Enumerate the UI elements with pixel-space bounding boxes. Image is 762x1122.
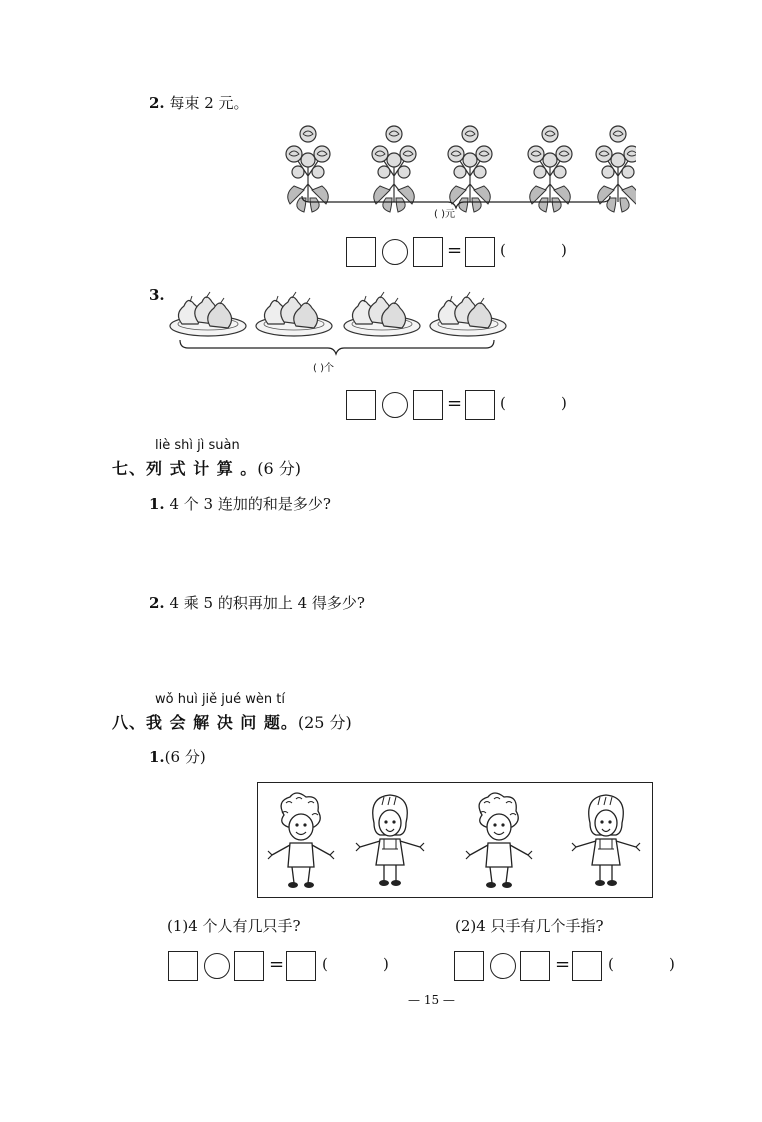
brace-q3 [180, 340, 494, 354]
item-number: 1. [149, 495, 165, 513]
rose-bunch-4 [528, 126, 572, 212]
section-7-item-2 [149, 592, 365, 613]
sub-question-1: (1)4 个人有几只手? [167, 917, 301, 935]
answer-box[interactable] [168, 951, 198, 981]
question-2-number: 2. [149, 94, 165, 112]
answer-box[interactable] [413, 390, 443, 420]
sub-question-2: (2)4 只手有几个手指? [455, 917, 604, 935]
section-7-heading [112, 456, 301, 479]
rose-bunch-1 [286, 126, 330, 212]
boy-figure-1 [268, 793, 334, 888]
section-7-title: 七、列 式 计 算 。 [112, 459, 258, 478]
section-8-heading [112, 710, 352, 733]
unit-paren-close: ) [561, 241, 567, 259]
question-2 [149, 92, 249, 113]
operator-circle[interactable] [382, 392, 408, 418]
section-8-title: 八、我 会 解 决 问 题。 [112, 713, 298, 732]
unit-paren-open: ( [500, 241, 506, 259]
unit-paren-open: ( [322, 955, 328, 973]
answer-box[interactable] [286, 951, 316, 981]
item-number: 2. [149, 594, 165, 612]
equals-sign: = [269, 954, 285, 975]
operator-circle[interactable] [382, 239, 408, 265]
equation-row-q2 [346, 237, 576, 267]
equals-sign: = [555, 954, 571, 975]
equation-row-q3 [346, 390, 576, 420]
pear-plate-3 [344, 292, 420, 336]
answer-box[interactable] [234, 951, 264, 981]
equals-sign: = [447, 240, 463, 261]
brace-label-q3: ( )个 [313, 363, 334, 374]
page-number: — 15 — [408, 993, 455, 1007]
pear-plates-illustration [168, 282, 510, 372]
section-7-pinyin: liè shì jì suàn [155, 438, 240, 453]
unit-paren-close: ) [383, 955, 389, 973]
rose-bunch-5 [596, 126, 636, 212]
boy-figure-2 [466, 793, 532, 888]
section-8-question-1 [149, 746, 206, 767]
operator-circle[interactable] [204, 953, 230, 979]
answer-box[interactable] [520, 951, 550, 981]
question-score: (6 分) [164, 748, 206, 766]
rose-bunches-illustration [278, 120, 636, 224]
section-7-item-1 [149, 493, 331, 514]
section-8-score: (25 分) [297, 713, 352, 732]
question-2-text: 每束 2 元。 [169, 94, 249, 112]
pear-plate-4 [430, 292, 506, 336]
equation-row-sub2 [454, 951, 684, 981]
unit-paren-close: ) [669, 955, 675, 973]
children-illustration-frame [257, 782, 653, 898]
rose-bunch-2 [372, 126, 416, 212]
girl-figure-2 [572, 795, 640, 886]
brace-label-q2: ( )元 [434, 209, 455, 220]
answer-box[interactable] [465, 390, 495, 420]
equals-sign: = [447, 393, 463, 414]
answer-box[interactable] [346, 237, 376, 267]
equation-row-sub1 [168, 951, 398, 981]
answer-box[interactable] [413, 237, 443, 267]
item-text: 4 乘 5 的积再加上 4 得多少? [169, 594, 365, 612]
girl-figure-1 [356, 795, 424, 886]
children-illustration [258, 783, 651, 896]
answer-box[interactable] [465, 237, 495, 267]
answer-box[interactable] [454, 951, 484, 981]
question-number: 1. [149, 748, 165, 766]
answer-box[interactable] [572, 951, 602, 981]
pear-plate-2 [256, 292, 332, 336]
question-3 [149, 286, 165, 304]
item-text: 4 个 3 连加的和是多少? [169, 495, 331, 513]
section-8-pinyin: wǒ huì jiě jué wèn tí [155, 692, 285, 707]
answer-box[interactable] [346, 390, 376, 420]
unit-paren-close: ) [561, 394, 567, 412]
operator-circle[interactable] [490, 953, 516, 979]
section-7-score: (6 分) [257, 459, 302, 478]
question-3-number: 3. [149, 286, 165, 304]
unit-paren-open: ( [500, 394, 506, 412]
rose-bunch-3 [448, 126, 492, 212]
pear-plate-1 [170, 292, 246, 336]
unit-paren-open: ( [608, 955, 614, 973]
